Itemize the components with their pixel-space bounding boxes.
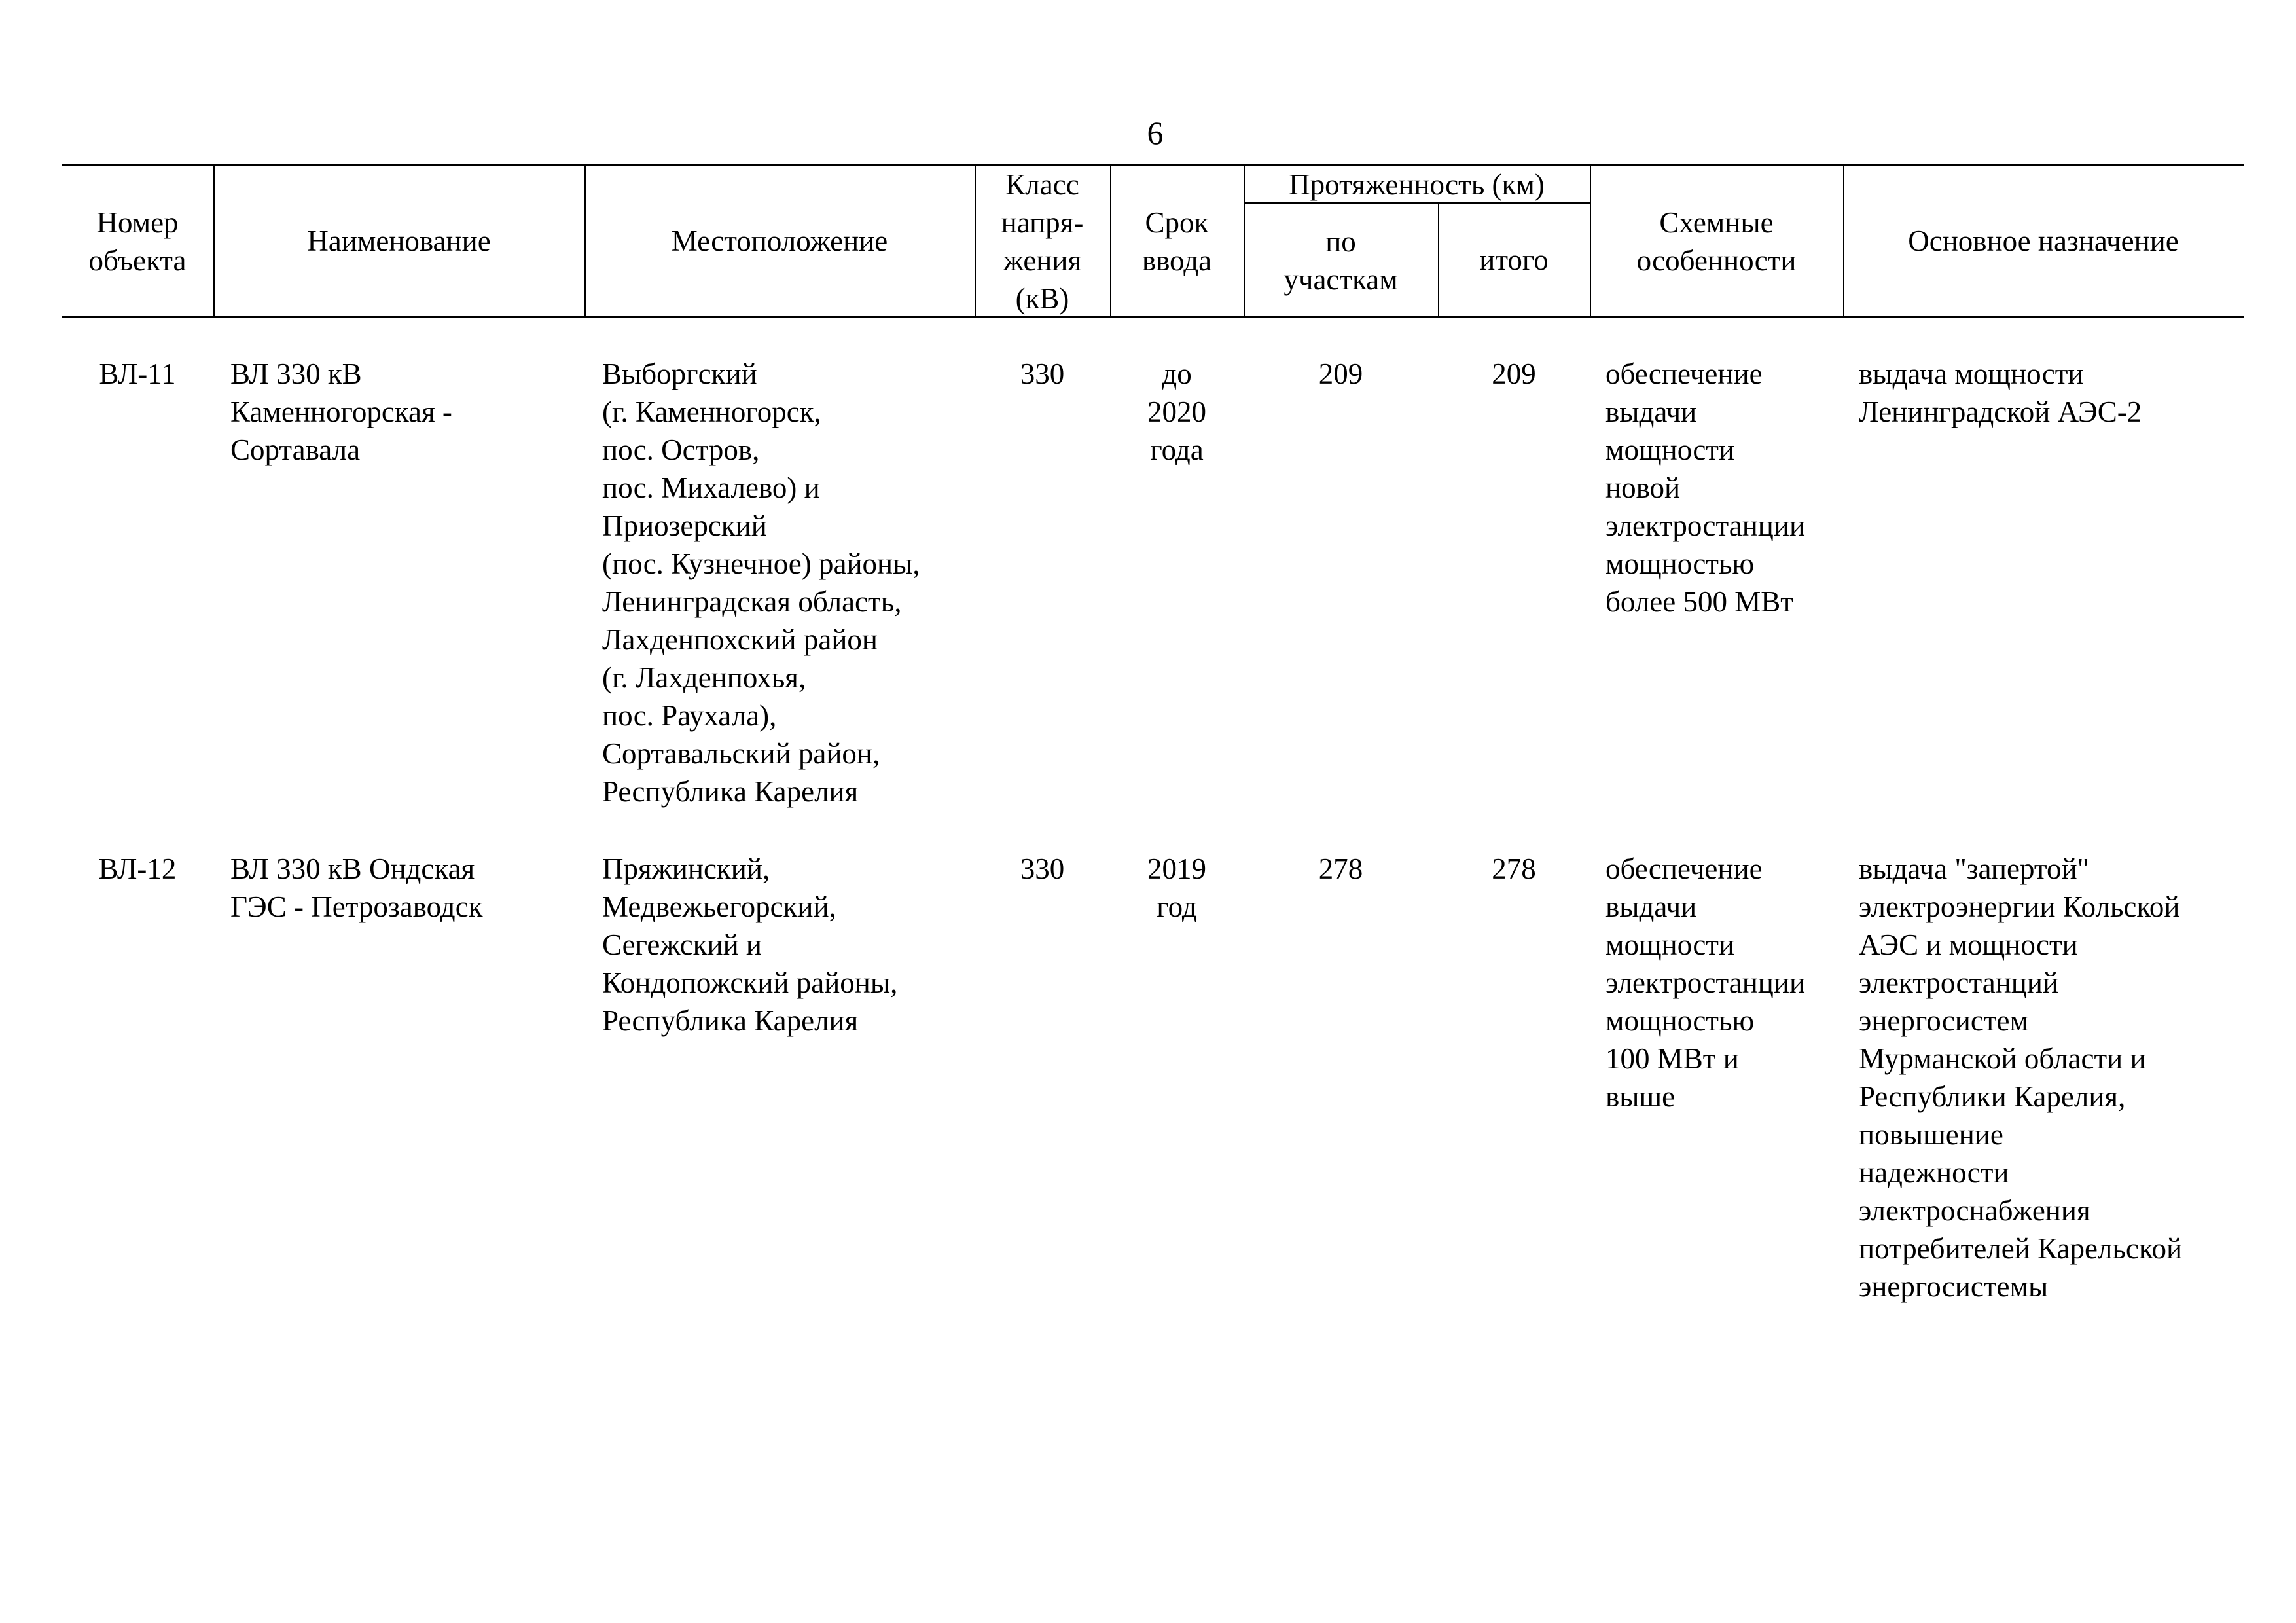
header-scheme: Схемные особенности [1636,206,1797,277]
row-term: 2019 год [1147,852,1206,923]
header-length-sections: по участкам [1283,225,1398,296]
row-location: Выборгский (г. Каменногорск, пос. Остров, пос. Михалево) и Приозерский (пос. Кузнечное) районы, Ленинградская область, Лахденпохский район (г. Лахденпохья, пос. Раухала), Сортавальский район, Республика Карелия [602,357,920,808]
row-length-sections: 209 [1318,357,1363,390]
header-purpose: Основное назначение [1908,225,2179,257]
header-length-total: итого [1479,244,1549,276]
row-name: ВЛ 330 кВ Каменногорская - Сортавала [230,357,452,466]
row-voltage: 330 [1020,852,1065,885]
table-top-border [62,164,2244,166]
row-purpose: выдача мощности Ленинградской АЭС-2 [1859,357,2142,428]
page-number: 6 [1147,115,1164,151]
header-length: Протяженность (км) [1289,168,1545,201]
header-voltage: Класс напря- жения (кВ) [1001,168,1084,315]
row-voltage: 330 [1020,357,1065,390]
header-bottom-border [62,316,2244,318]
row-purpose: выдача "запертой" электроэнергии Кольской АЭС и мощности электростанций энергосистем Мурманской области и Республики Карелия, повышение надежности электроснабжения потребителей Карельской энергосистемы [1859,852,2183,1303]
header-location: Местоположение [671,225,888,257]
row-name: ВЛ 330 кВ Ондская ГЭС - Петрозаводск [230,852,483,923]
row-location: Пряжинский, Медвежьегорский, Сегежский и Кондопожский районы, Республика Карелия [602,852,898,1037]
row-number: ВЛ-11 [99,357,176,390]
header-name: Наименование [307,225,491,257]
row-length-total: 278 [1492,852,1536,885]
header-term: Срок ввода [1141,206,1212,277]
row-length-sections: 278 [1318,852,1363,885]
row-term: до 2020 года [1147,357,1206,466]
row-number: ВЛ-12 [98,852,177,885]
row-scheme: обеспечение выдачи мощности электростанции мощностью 100 МВт и выше [1605,852,1806,1113]
header-number: Номер объекта [88,206,187,277]
row-length-total: 209 [1492,357,1536,390]
row-scheme: обеспечение выдачи мощности новой электростанции мощностью более 500 МВт [1605,357,1806,618]
